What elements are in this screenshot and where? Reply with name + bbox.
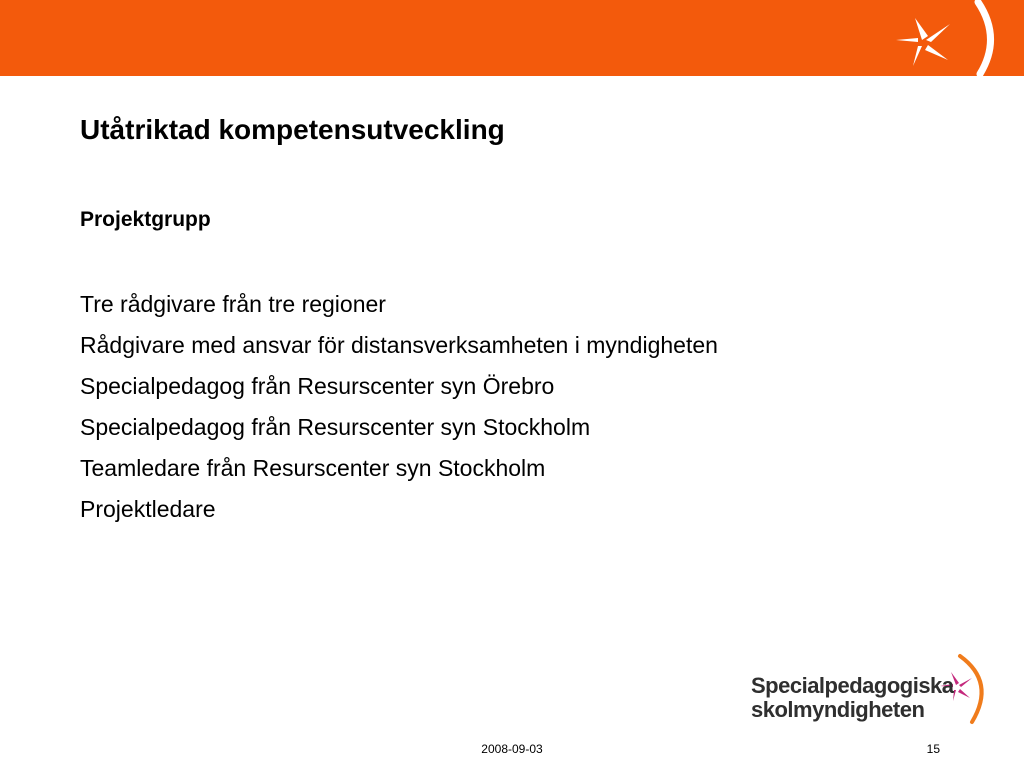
list-item: Projektledare bbox=[80, 496, 216, 522]
list-item: Rådgivare med ansvar för distansverksamheten i myndigheten bbox=[80, 332, 718, 358]
organization-logo bbox=[750, 652, 1000, 727]
slide-subtitle: Projektgrupp bbox=[80, 208, 211, 231]
page-number: 15 bbox=[926, 742, 940, 756]
header-star-icon bbox=[0, 0, 1024, 76]
header-bar bbox=[0, 0, 1024, 76]
member-list bbox=[80, 284, 718, 530]
logo-line-2: skolmyndigheten bbox=[751, 697, 925, 722]
list-item: Specialpedagog från Resurscenter syn Örebro bbox=[80, 373, 555, 399]
list-item: Tre rådgivare från tre regioner bbox=[80, 291, 386, 317]
list-item: Teamledare från Resurscenter syn Stockholm bbox=[80, 455, 546, 481]
list-item: Specialpedagog från Resurscenter syn Stockholm bbox=[80, 414, 591, 440]
footer-date: 2008-09-03 bbox=[481, 742, 543, 756]
slide-title: Utåtriktad kompetensutveckling bbox=[80, 114, 505, 145]
logo-wordmark bbox=[751, 674, 954, 722]
logo-line-1: Specialpedagogiska bbox=[751, 673, 954, 698]
